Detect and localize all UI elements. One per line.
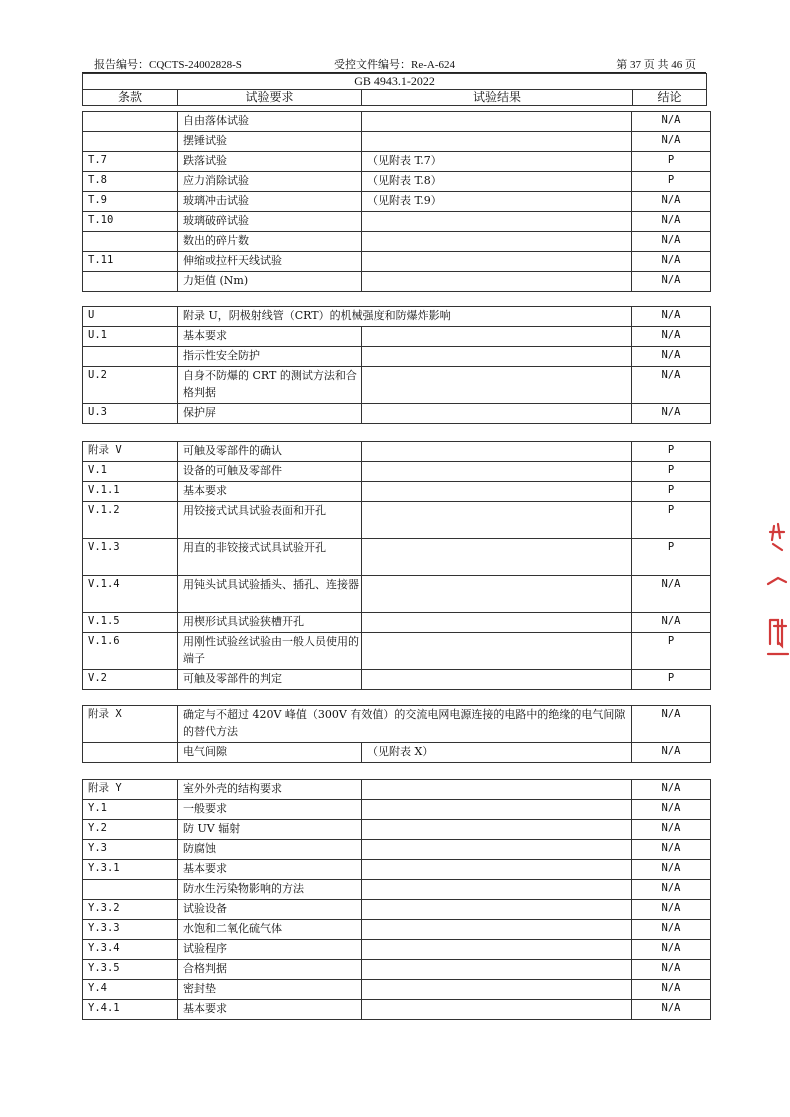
requirement-cell: 自身不防爆的 CRT 的测试方法和合格判据 bbox=[178, 367, 362, 404]
report-number: 报告编号：CQCTS-24002828-S bbox=[94, 59, 242, 71]
table-row bbox=[83, 112, 711, 132]
verdict-cell: N/A bbox=[632, 1000, 711, 1020]
table-row bbox=[83, 347, 711, 367]
verdict-cell: N/A bbox=[632, 132, 711, 152]
clause-cell: Y.3.5 bbox=[83, 960, 178, 980]
verdict-cell: N/A bbox=[632, 980, 711, 1000]
requirement-cell: 跌落试验 bbox=[178, 152, 362, 172]
verdict-cell: P bbox=[632, 482, 711, 502]
verdict-cell: N/A bbox=[632, 920, 711, 940]
requirement-cell: 确定与不超过 420V 峰值（300V 有效值）的交流电网电源连接的电路中的绝缘的电气间隙的替代方法 bbox=[178, 706, 632, 743]
result-cell bbox=[362, 613, 632, 633]
verdict-cell: N/A bbox=[632, 780, 711, 800]
requirement-cell: 伸缩或拉杆天线试验 bbox=[178, 252, 362, 272]
result-cell bbox=[362, 980, 632, 1000]
table-row bbox=[83, 633, 711, 670]
verdict-cell: N/A bbox=[632, 900, 711, 920]
result-cell bbox=[362, 367, 632, 404]
table-row bbox=[83, 327, 711, 347]
clause-cell bbox=[83, 232, 178, 252]
clause-table bbox=[82, 306, 711, 424]
result-cell bbox=[362, 252, 632, 272]
requirement-cell: 可触及零部件的确认 bbox=[178, 442, 362, 462]
verdict-cell: N/A bbox=[632, 252, 711, 272]
requirement-cell: 防 UV 辐射 bbox=[178, 820, 362, 840]
column-header-table bbox=[82, 73, 707, 106]
table-row bbox=[83, 820, 711, 840]
clause-cell bbox=[83, 880, 178, 900]
requirement-cell: 防腐蚀 bbox=[178, 840, 362, 860]
table-row bbox=[83, 539, 711, 576]
requirement-cell: 室外外壳的结构要求 bbox=[178, 780, 362, 800]
table-row bbox=[83, 800, 711, 820]
verdict-cell: N/A bbox=[632, 960, 711, 980]
clause-cell: U.3 bbox=[83, 404, 178, 424]
result-cell bbox=[362, 327, 632, 347]
clause-table bbox=[82, 705, 711, 763]
requirement-cell: 一般要求 bbox=[178, 800, 362, 820]
table-row bbox=[83, 780, 711, 800]
verdict-cell: P bbox=[632, 462, 711, 482]
verdict-cell: P bbox=[632, 172, 711, 192]
verdict-cell: N/A bbox=[632, 880, 711, 900]
requirement-cell: 试验设备 bbox=[178, 900, 362, 920]
requirement-cell: 用楔形试具试验狭槽开孔 bbox=[178, 613, 362, 633]
result-cell bbox=[362, 940, 632, 960]
table-row bbox=[83, 172, 711, 192]
col-requirement-header: 试验要求 bbox=[178, 90, 362, 106]
result-cell: （见附表 T.7） bbox=[362, 152, 632, 172]
result-cell: （见附表 X） bbox=[362, 743, 632, 763]
requirement-cell: 力矩值 (Nm) bbox=[178, 272, 362, 292]
clause-cell: V.1.6 bbox=[83, 633, 178, 670]
requirement-cell: 试验程序 bbox=[178, 940, 362, 960]
verdict-cell: N/A bbox=[632, 307, 711, 327]
table-row bbox=[83, 192, 711, 212]
clause-cell: Y.3.1 bbox=[83, 860, 178, 880]
table-row bbox=[83, 576, 711, 613]
table-row bbox=[83, 613, 711, 633]
clause-cell bbox=[83, 272, 178, 292]
requirement-cell: 基本要求 bbox=[178, 327, 362, 347]
table-row bbox=[83, 132, 711, 152]
clause-cell: V.1.5 bbox=[83, 613, 178, 633]
verdict-cell: N/A bbox=[632, 940, 711, 960]
page-number: 第 37 页 共 46 页 bbox=[616, 59, 696, 71]
result-cell bbox=[362, 920, 632, 940]
verdict-cell: N/A bbox=[632, 820, 711, 840]
requirement-cell: 用铰接式试具试验表面和开孔 bbox=[178, 502, 362, 539]
table-row bbox=[83, 1000, 711, 1020]
table-row bbox=[83, 743, 711, 763]
verdict-cell: N/A bbox=[632, 347, 711, 367]
verdict-cell: N/A bbox=[632, 860, 711, 880]
result-cell bbox=[362, 272, 632, 292]
verdict-cell: P bbox=[632, 152, 711, 172]
verdict-cell: N/A bbox=[632, 576, 711, 613]
result-cell bbox=[362, 482, 632, 502]
verdict-cell: N/A bbox=[632, 112, 711, 132]
table-row bbox=[83, 367, 711, 404]
result-cell bbox=[362, 633, 632, 670]
requirement-cell: 保护屏 bbox=[178, 404, 362, 424]
clause-cell: U bbox=[83, 307, 178, 327]
table-row bbox=[83, 212, 711, 232]
requirement-cell: 数出的碎片数 bbox=[178, 232, 362, 252]
table-row bbox=[83, 252, 711, 272]
clause-cell: T.9 bbox=[83, 192, 178, 212]
result-cell bbox=[362, 112, 632, 132]
requirement-cell: 密封垫 bbox=[178, 980, 362, 1000]
standard-title: GB 4943.1-2022 bbox=[83, 74, 707, 90]
result-cell bbox=[362, 462, 632, 482]
clause-cell: V.1.3 bbox=[83, 539, 178, 576]
table-row bbox=[83, 920, 711, 940]
requirement-cell: 自由落体试验 bbox=[178, 112, 362, 132]
table-row bbox=[83, 502, 711, 539]
requirement-cell: 基本要求 bbox=[178, 860, 362, 880]
requirement-cell: 设备的可触及零部件 bbox=[178, 462, 362, 482]
page-header bbox=[82, 56, 706, 72]
verdict-cell: N/A bbox=[632, 367, 711, 404]
clause-cell: T.7 bbox=[83, 152, 178, 172]
clause-cell: Y.4 bbox=[83, 980, 178, 1000]
requirement-cell: 电气间隙 bbox=[178, 743, 362, 763]
clause-cell: V.1.4 bbox=[83, 576, 178, 613]
verdict-cell: N/A bbox=[632, 800, 711, 820]
result-cell: （见附表 T.9） bbox=[362, 192, 632, 212]
seal-stamp-fragment bbox=[764, 520, 790, 670]
result-cell bbox=[362, 576, 632, 613]
result-cell bbox=[362, 502, 632, 539]
table-row bbox=[83, 307, 711, 327]
table-row bbox=[83, 980, 711, 1000]
table-row bbox=[83, 880, 711, 900]
result-cell bbox=[362, 404, 632, 424]
table-row bbox=[83, 442, 711, 462]
verdict-cell: N/A bbox=[632, 840, 711, 860]
clause-cell: V.1.1 bbox=[83, 482, 178, 502]
requirement-cell: 摆锤试验 bbox=[178, 132, 362, 152]
verdict-cell: P bbox=[632, 670, 711, 690]
clause-cell: Y.4.1 bbox=[83, 1000, 178, 1020]
table-row bbox=[83, 860, 711, 880]
table-row bbox=[83, 840, 711, 860]
table-row bbox=[83, 462, 711, 482]
clause-cell: Y.3.2 bbox=[83, 900, 178, 920]
result-cell bbox=[362, 800, 632, 820]
clause-cell: V.1 bbox=[83, 462, 178, 482]
result-cell bbox=[362, 900, 632, 920]
table-row bbox=[83, 940, 711, 960]
requirement-cell: 基本要求 bbox=[178, 482, 362, 502]
result-cell bbox=[362, 860, 632, 880]
result-cell bbox=[362, 960, 632, 980]
clause-cell: 附录 V bbox=[83, 442, 178, 462]
clause-cell: T.8 bbox=[83, 172, 178, 192]
table-row bbox=[83, 482, 711, 502]
verdict-cell: P bbox=[632, 633, 711, 670]
clause-cell bbox=[83, 112, 178, 132]
clause-cell: Y.3.3 bbox=[83, 920, 178, 940]
table-row bbox=[83, 404, 711, 424]
requirement-cell: 合格判据 bbox=[178, 960, 362, 980]
requirement-cell: 水饱和二氧化硫气体 bbox=[178, 920, 362, 940]
table-row bbox=[83, 706, 711, 743]
verdict-cell: N/A bbox=[632, 232, 711, 252]
table-row bbox=[83, 272, 711, 292]
result-cell bbox=[362, 670, 632, 690]
clause-cell: Y.3.4 bbox=[83, 940, 178, 960]
requirement-cell: 基本要求 bbox=[178, 1000, 362, 1020]
clause-cell bbox=[83, 347, 178, 367]
clause-cell: 附录 X bbox=[83, 706, 178, 743]
verdict-cell: N/A bbox=[632, 327, 711, 347]
result-cell bbox=[362, 780, 632, 800]
table-row bbox=[83, 152, 711, 172]
verdict-cell: N/A bbox=[632, 192, 711, 212]
requirement-cell: 可触及零部件的判定 bbox=[178, 670, 362, 690]
requirement-cell: 应力消除试验 bbox=[178, 172, 362, 192]
verdict-cell: P bbox=[632, 502, 711, 539]
result-cell bbox=[362, 820, 632, 840]
result-cell bbox=[362, 539, 632, 576]
clause-cell: Y.1 bbox=[83, 800, 178, 820]
clause-table bbox=[82, 441, 711, 690]
table-row bbox=[83, 960, 711, 980]
clause-cell: T.11 bbox=[83, 252, 178, 272]
table-row bbox=[83, 232, 711, 252]
requirement-cell: 附录 U，阴极射线管（CRT）的机械强度和防爆炸影响 bbox=[178, 307, 632, 327]
clause-cell: V.1.2 bbox=[83, 502, 178, 539]
control-number: 受控文件编号：Re-A-624 bbox=[334, 59, 455, 71]
col-result-header: 试验结果 bbox=[362, 90, 633, 106]
result-cell bbox=[362, 880, 632, 900]
col-verdict-header: 结论 bbox=[633, 90, 707, 106]
verdict-cell: N/A bbox=[632, 272, 711, 292]
clause-cell: Y.2 bbox=[83, 820, 178, 840]
clause-cell: T.10 bbox=[83, 212, 178, 232]
clause-cell: U.2 bbox=[83, 367, 178, 404]
result-cell bbox=[362, 232, 632, 252]
result-cell bbox=[362, 442, 632, 462]
result-cell: （见附表 T.8） bbox=[362, 172, 632, 192]
requirement-cell: 指示性安全防护 bbox=[178, 347, 362, 367]
clause-cell bbox=[83, 132, 178, 152]
requirement-cell: 用直的非铰接式试具试验开孔 bbox=[178, 539, 362, 576]
verdict-cell: N/A bbox=[632, 613, 711, 633]
clause-cell: V.2 bbox=[83, 670, 178, 690]
clause-cell: 附录 Y bbox=[83, 780, 178, 800]
table-row bbox=[83, 670, 711, 690]
verdict-cell: N/A bbox=[632, 743, 711, 763]
result-cell bbox=[362, 347, 632, 367]
requirement-cell: 玻璃冲击试验 bbox=[178, 192, 362, 212]
result-cell bbox=[362, 840, 632, 860]
verdict-cell: N/A bbox=[632, 706, 711, 743]
col-clause-header: 条款 bbox=[83, 90, 178, 106]
clause-cell: U.1 bbox=[83, 327, 178, 347]
requirement-cell: 玻璃破碎试验 bbox=[178, 212, 362, 232]
clause-table bbox=[82, 111, 711, 292]
requirement-cell: 用刚性试验丝试验由一般人员使用的端子 bbox=[178, 633, 362, 670]
result-cell bbox=[362, 132, 632, 152]
requirement-cell: 防水生污染物影响的方法 bbox=[178, 880, 362, 900]
result-cell bbox=[362, 1000, 632, 1020]
clause-cell: Y.3 bbox=[83, 840, 178, 860]
clause-cell bbox=[83, 743, 178, 763]
verdict-cell: P bbox=[632, 539, 711, 576]
clause-table bbox=[82, 779, 711, 1020]
requirement-cell: 用钝头试具试验插头、插孔、连接器 bbox=[178, 576, 362, 613]
verdict-cell: N/A bbox=[632, 212, 711, 232]
verdict-cell: P bbox=[632, 442, 711, 462]
verdict-cell: N/A bbox=[632, 404, 711, 424]
table-row bbox=[83, 900, 711, 920]
result-cell bbox=[362, 212, 632, 232]
